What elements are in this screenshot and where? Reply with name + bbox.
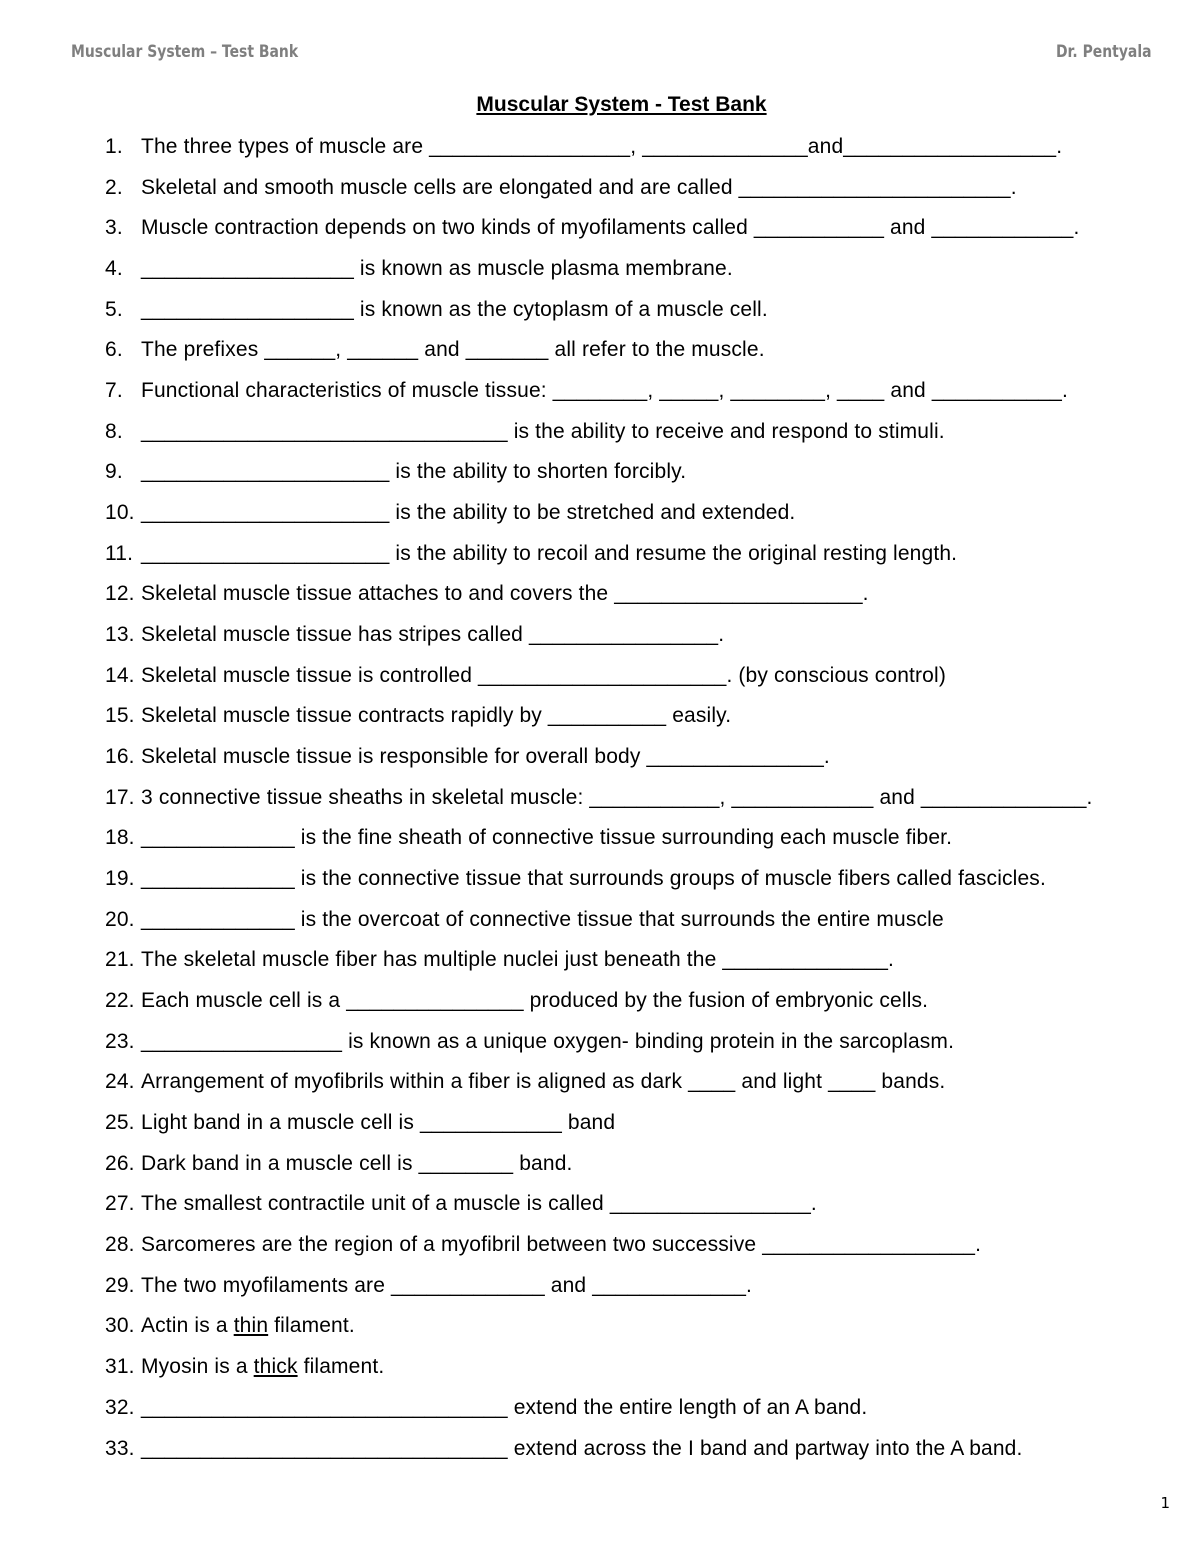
question-number: 30.	[105, 1314, 135, 1338]
question-text: Dark band in a muscle cell is ________ band.	[141, 1151, 573, 1175]
question-text: Muscle contraction depends on two kinds of myofilaments called ___________ and ____________.	[141, 216, 1080, 240]
page-title: Muscular System - Test Bank	[476, 93, 767, 116]
question-text: The smallest contractile unit of a muscle is called _________________.	[141, 1192, 817, 1216]
question-text: Functional characteristics of muscle tissue: ________, _____, ________, ____ and ___________.	[141, 379, 1068, 403]
question-number: 27.	[105, 1192, 135, 1216]
question-number: 22.	[105, 989, 135, 1013]
question-number: 28.	[105, 1233, 135, 1257]
question-number: 2.	[105, 175, 123, 199]
question-text: _____________ is the connective tissue that surrounds groups of muscle fibers called fascicles.	[141, 867, 1046, 891]
question-text: The three types of muscle are _________________, ______________and__________________.	[141, 135, 1063, 158]
question-text: _____________ is the fine sheath of connective tissue surrounding each muscle fiber.	[141, 826, 953, 850]
question-text: The prefixes ______, ______ and _______ all refer to the muscle.	[141, 338, 765, 362]
question-number: 13.	[105, 623, 135, 647]
question-text-before: Actin is a	[141, 1314, 234, 1338]
question-text: _______________________________ is the ability to receive and respond to stimuli.	[141, 419, 945, 443]
question-text: The skeletal muscle fiber has multiple nuclei just beneath the ______________.	[141, 948, 895, 972]
question-number: 7.	[105, 379, 123, 403]
question-text-after: filament.	[268, 1314, 355, 1338]
question-number: 21.	[105, 948, 135, 972]
running-header-right: Dr. Pentyala	[1056, 42, 1152, 62]
question-text: Light band in a muscle cell is ____________ band	[141, 1111, 616, 1135]
question-number: 29.	[105, 1273, 135, 1297]
running-header-left: Muscular System – Test Bank	[71, 42, 299, 62]
question-text: Arrangement of myofibrils within a fiber is aligned as dark ____ and light ____ bands.	[141, 1070, 946, 1094]
question-number: 23.	[105, 1029, 135, 1053]
question-number: 9.	[105, 460, 123, 484]
question-text: _________________ is known as a unique oxygen- binding protein in the sarcoplasm.	[141, 1029, 955, 1053]
question-number: 20.	[105, 907, 135, 931]
question-number: 26.	[105, 1151, 135, 1175]
question-number: 19.	[105, 867, 135, 891]
question-text: _____________________ is the ability to recoil and resume the original resting length.	[141, 541, 958, 565]
question-number: 25.	[105, 1111, 135, 1135]
question-number: 32.	[105, 1395, 135, 1419]
question-text: _____________________ is the ability to shorten forcibly.	[141, 460, 687, 484]
question-number: 18.	[105, 826, 135, 850]
question-number: 12.	[105, 582, 135, 606]
question-text: Skeletal muscle tissue is responsible for overall body _______________.	[141, 745, 830, 769]
question-number: 14.	[105, 663, 135, 687]
question-number: 11.	[105, 541, 134, 565]
question-text	[141, 1353, 384, 1381]
underlined-term: thin	[233, 1314, 269, 1338]
question-text: Skeletal muscle tissue has stripes called ________________.	[141, 623, 725, 647]
question-text: 3 connective tissue sheaths in skeletal muscle: ___________, ____________ and ______________.	[141, 785, 1093, 809]
question-text-after: filament.	[297, 1355, 385, 1379]
question-text: __________________ is known as the cytoplasm of a muscle cell.	[141, 297, 768, 321]
question-text: Skeletal muscle tissue attaches to and covers the _____________________.	[141, 582, 869, 606]
question-text: _______________________________ extend across the I band and partway into the A band.	[141, 1436, 1023, 1460]
underlined-term: thick	[253, 1355, 298, 1379]
question-text: The two myofilaments are _____________ and _____________.	[141, 1273, 753, 1297]
question-number: 15.	[105, 704, 135, 728]
question-text: __________________ is known as muscle plasma membrane.	[141, 257, 733, 281]
question-number: 6.	[105, 338, 123, 362]
question-text-before: Myosin is a	[141, 1355, 254, 1379]
question-text	[141, 1312, 355, 1340]
question-number: 16.	[105, 745, 135, 769]
question-number: 33.	[105, 1436, 135, 1460]
question-text: Skeletal muscle tissue contracts rapidly by __________ easily.	[141, 704, 732, 728]
question-text: Skeletal muscle tissue is controlled _____________________. (by conscious control)	[141, 663, 946, 687]
question-number: 1.	[105, 135, 123, 158]
question-text: _____________ is the overcoat of connective tissue that surrounds the entire muscle	[141, 907, 944, 931]
question-number: 24.	[105, 1070, 135, 1094]
question-number: 8.	[105, 419, 123, 443]
question-text: Skeletal and smooth muscle cells are elongated and are called _______________________.	[141, 175, 1017, 199]
question-text: _______________________________ extend the entire length of an A band.	[141, 1395, 868, 1419]
question-number: 10.	[105, 501, 135, 525]
question-text: Sarcomeres are the region of a myofibril between two successive __________________.	[141, 1233, 982, 1257]
question-number: 17.	[105, 785, 135, 809]
page-number: 1	[1160, 1494, 1170, 1512]
question-number: 5.	[105, 297, 123, 321]
question-number: 4.	[105, 257, 123, 281]
question-number: 3.	[105, 216, 123, 240]
question-number: 31.	[105, 1355, 135, 1379]
question-text: Each muscle cell is a _______________ produced by the fusion of embryonic cells.	[141, 989, 929, 1013]
question-text: _____________________ is the ability to be stretched and extended.	[141, 501, 796, 525]
